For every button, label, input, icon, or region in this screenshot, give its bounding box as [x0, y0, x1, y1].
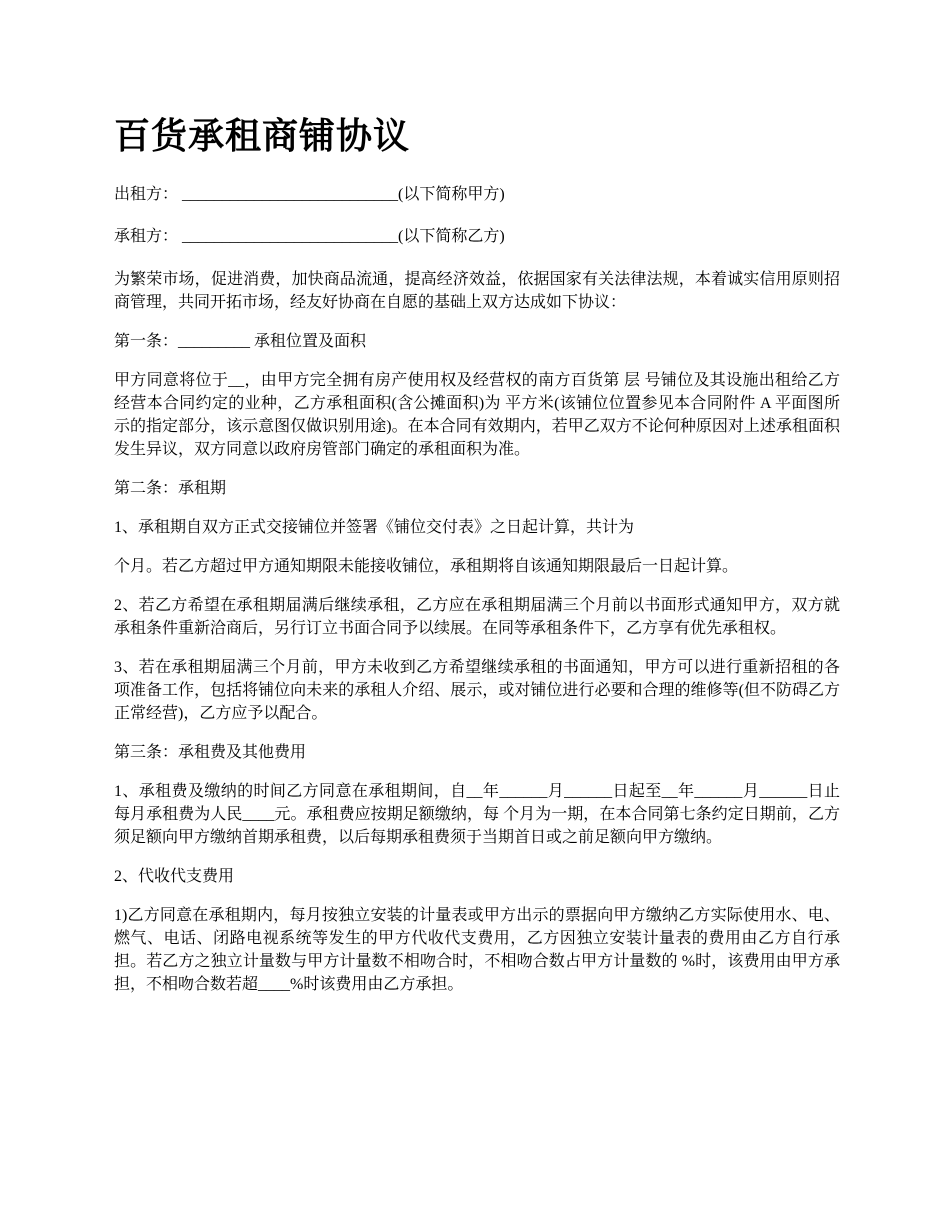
- lessor-line: 出租方： ___________________________(以下简称甲方): [114, 186, 505, 203]
- document-page: [114, 112, 840, 1012]
- article2-item2: 2、若乙方希望在承租期届满后继续承租，乙方应在承租期届满三个月前以书面形式通知甲方，双方就承租条件重新洽商后，另行订立书面合同予以续展。在同等承租条件下，乙方享有优先承租权。: [114, 597, 840, 637]
- article3-heading: 第三条：承租费及其他费用: [114, 744, 307, 761]
- article1-heading: 第一条：_________ 承租位置及面积: [114, 333, 367, 350]
- article2-item1-part-b: 个月。若乙方超过甲方通知期限未能接收铺位，承租期将自该通知期限最后一日起计算。: [114, 558, 739, 575]
- article2-item3: 3、若在承租期届满三个月前，甲方未收到乙方希望继续承租的书面通知，甲方可以进行重新招租的各项准备工作，包括将铺位向未来的承租人介绍、展示，或对铺位进行必要和合理的维修等(但不防碍乙方正常经营)，乙方应予以配合。: [114, 659, 840, 722]
- article3-item2-1: 1)乙方同意在承租期内，每月按独立安装的计量表或甲方出示的票据向甲方缴纳乙方实际使用水、电、燃气、电话、闭路电视系统等发生的甲方代收代支费用，乙方因独立安装计量表的费用由乙方自行承担。若乙方之独立计量数与甲方计量数不相吻合时，不相吻合数占甲方计量数的 %时，该费用由甲方承担，不相吻合数若超____%时该费用由乙方承担。: [114, 907, 840, 993]
- article3-item2-heading: 2、代收代支费用: [114, 868, 235, 885]
- preamble-paragraph: 为繁荣市场，促进消费，加快商品流通，提高经济效益，依据国家有关法律法规，本着诚实信用原则招商管理，共同开拓市场，经友好协商在自愿的基础上双方达成如下协议：: [114, 271, 840, 311]
- lessee-line: 承租方： ___________________________(以下简称乙方): [114, 228, 505, 245]
- article1-body: 甲方同意将位于__，由甲方完全拥有房产使用权及经营权的南方百货第 层 号铺位及其设施出租给乙方经营本合同约定的业种，乙方承租面积(含公摊面积)为 平方米(该铺位位置参见本合同附件 A 平面图所示的指定部分，该示意图仅做识别用途)。在本合同有效期内，若甲乙双方不论何种原因对上述承租面积发生异议，双方同意以政府房管部门确定的承租面积为准。: [114, 372, 840, 458]
- article3-item1: 1、承租费及缴纳的时间乙方同意在承租期间，自__年______月______日起至__年______月______日止每月承租费为人民____元。承租费应按期足额缴纳，每 个月为一期，在本合同第七条约定日期前，乙方须足额向甲方缴纳首期承租费，以后每期承租费须于当期首日或之前足额向甲方缴纳。: [114, 783, 840, 846]
- article2-item1-part-a: 1、承租期自双方正式交接铺位并签署《铺位交付表》之日起计算，共计为: [114, 519, 635, 536]
- article2-heading: 第二条：承租期: [114, 480, 227, 497]
- document-title: 百货承租商铺协议: [114, 116, 411, 156]
